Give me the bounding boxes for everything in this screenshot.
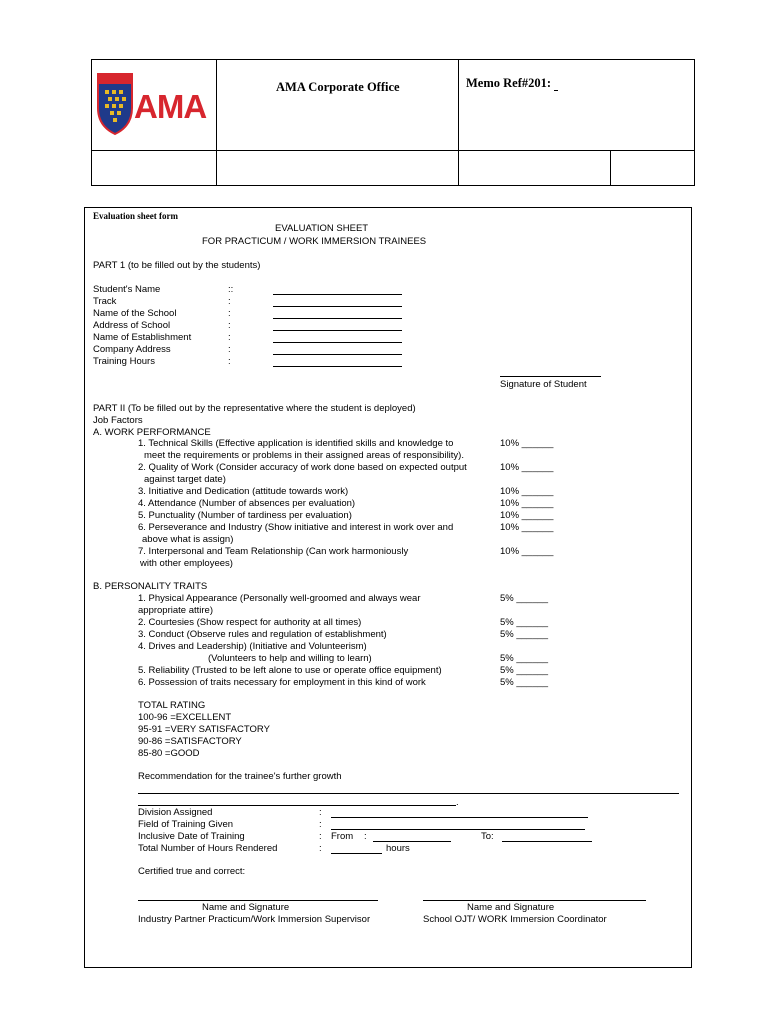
rating-scale-item: 90-86 =SATISFACTORY	[138, 736, 242, 747]
criterion-weight[interactable]: 10% ______	[500, 522, 554, 533]
colon: :	[319, 819, 322, 830]
header-divider	[458, 60, 459, 186]
to-date-blank[interactable]	[502, 841, 592, 842]
criterion-text: 6. Perseverance and Industry (Show initiative and interest in work over and	[138, 522, 454, 533]
ama-logo	[96, 70, 212, 136]
field-blank[interactable]	[273, 354, 402, 355]
criterion-weight[interactable]: 5% ______	[500, 677, 549, 688]
field-blank[interactable]	[273, 342, 402, 343]
memo-ref: Memo Ref#201:	[466, 76, 552, 90]
criterion-weight[interactable]: 5% ______	[500, 617, 549, 628]
criterion-text: 1. Physical Appearance (Personally well-groomed and always wear	[138, 593, 421, 604]
office-title: AMA Corporate Office	[276, 80, 400, 94]
field-colon: :	[228, 344, 231, 355]
hours-blank[interactable]	[331, 853, 382, 854]
recommendation-line[interactable]	[138, 793, 679, 794]
colon: :	[364, 831, 367, 842]
criterion-text: 6. Possession of traits necessary for employment in this kind of work	[138, 677, 426, 688]
criterion-weight[interactable]: 10% ______	[500, 486, 554, 497]
criterion-text: against target date)	[144, 474, 226, 485]
criterion-text: (Volunteers to help and willing to learn)	[208, 653, 372, 664]
recommendation-line[interactable]	[138, 805, 456, 806]
total-hours-label: Total Number of Hours Rendered	[138, 843, 278, 854]
rating-scale-item: 95-91 =VERY SATISFACTORY	[138, 724, 270, 735]
hours-label: hours	[386, 843, 410, 854]
criterion-weight[interactable]: 5% ______	[500, 665, 549, 676]
field-blank[interactable]	[273, 294, 402, 295]
coordinator-name-signature: Name and Signature	[467, 902, 555, 913]
header-table	[91, 59, 695, 186]
field-label: Name of Establishment	[93, 332, 192, 343]
field-blank[interactable]	[273, 366, 402, 367]
criterion-weight[interactable]: 10% ______	[500, 546, 554, 557]
criterion-text: 7. Interpersonal and Team Relationship (Can work harmoniously	[138, 546, 409, 557]
field-blank[interactable]	[273, 318, 402, 319]
field-label: Address of School	[93, 320, 171, 331]
criterion-text: with other employees)	[140, 558, 233, 569]
supervisor-signature-line[interactable]	[138, 900, 378, 901]
field-colon: :	[228, 356, 231, 367]
recommendation-end: .	[456, 797, 459, 808]
header-divider	[610, 150, 611, 186]
field-colon: :	[228, 332, 231, 343]
sheet-title: EVALUATION SHEET	[275, 223, 369, 234]
part1-heading: PART 1 (to be filled out by the students)	[93, 260, 261, 271]
field-label: Name of the School	[93, 308, 177, 319]
criterion-text: 5. Punctuality (Number of tardiness per evaluation)	[138, 510, 352, 521]
field-label: Track	[93, 296, 117, 307]
criterion-text: 3. Initiative and Dedication (attitude towards work)	[138, 486, 349, 497]
field-colon: :	[228, 320, 231, 331]
field-colon: ::	[228, 284, 234, 295]
criterion-weight[interactable]: 10% ______	[500, 438, 554, 449]
criterion-text: 4. Drives and Leadership) (Initiative and Volunteerism)	[138, 641, 367, 652]
rating-scale-item: 100-96 =EXCELLENT	[138, 712, 232, 723]
field-colon: :	[228, 308, 231, 319]
division-assigned-blank[interactable]	[331, 817, 588, 818]
coordinator-role: School OJT/ WORK Immersion Coordinator	[423, 914, 607, 925]
criterion-text: 1. Technical Skills (Effective application is identified skills and knowledge to	[138, 438, 454, 449]
coordinator-signature-line[interactable]	[423, 900, 646, 901]
colon: :	[319, 807, 322, 818]
criterion-weight[interactable]: 5% ______	[500, 629, 549, 640]
sheet-subtitle: FOR PRACTICUM / WORK IMMERSION TRAINEES	[202, 236, 427, 247]
field-label: Student's Name	[93, 284, 161, 295]
part2-heading: PART II (To be filled out by the representative where the student is deployed)	[93, 403, 416, 414]
criterion-weight[interactable]: 10% ______	[500, 498, 554, 509]
memo-ref-blank	[554, 90, 558, 91]
inclusive-date-label: Inclusive Date of Training	[138, 831, 245, 842]
supervisor-name-signature: Name and Signature	[202, 902, 290, 913]
criterion-text: 3. Conduct (Observe rules and regulation of establishment)	[138, 629, 387, 640]
criterion-weight[interactable]: 5% ______	[500, 593, 549, 604]
signature-student-label: Signature of Student	[500, 379, 587, 390]
total-rating-heading: TOTAL RATING	[138, 700, 206, 711]
field-blank[interactable]	[273, 306, 402, 307]
recommendation-label: Recommendation for the trainee's further growth	[138, 771, 342, 782]
field-blank[interactable]	[273, 330, 402, 331]
colon: :	[319, 843, 322, 854]
criterion-text: 5. Reliability (Trusted to be left alone to use or operate office equipment)	[138, 665, 442, 676]
criterion-text: above what is assign)	[142, 534, 234, 545]
supervisor-role: Industry Partner Practicum/Work Immersion Supervisor	[138, 914, 371, 925]
header-divider	[92, 150, 694, 151]
criterion-text: 2. Courtesies (Show respect for authority at all times)	[138, 617, 362, 628]
logo-wordmark: AMA	[134, 88, 207, 125]
field-colon: :	[228, 296, 231, 307]
student-signature-line[interactable]	[500, 376, 601, 377]
section-a-heading: A. WORK PERFORMANCE	[93, 427, 211, 438]
certified-label: Certified true and correct:	[138, 866, 246, 877]
form-label: Evaluation sheet form	[93, 211, 178, 221]
field-of-training-label: Field of Training Given	[138, 819, 234, 830]
criterion-text: meet the requirements or problems in their assigned areas of responsibility).	[144, 450, 464, 461]
criterion-text: appropriate attire)	[138, 605, 213, 616]
rating-scale-item: 85-80 =GOOD	[138, 748, 200, 759]
job-factors-label: Job Factors	[93, 415, 143, 426]
from-date-blank[interactable]	[373, 841, 451, 842]
colon: :	[319, 831, 322, 842]
criterion-weight[interactable]: 10% ______	[500, 510, 554, 521]
criterion-text: 2. Quality of Work (Consider accuracy of work done based on expected output	[138, 462, 467, 473]
section-b-heading: B. PERSONALITY TRAITS	[93, 581, 208, 592]
field-label: Company Address	[93, 344, 171, 355]
division-assigned-label: Division Assigned	[138, 807, 213, 818]
field-label: Training Hours	[93, 356, 155, 367]
to-label: To:	[481, 831, 494, 842]
criterion-weight[interactable]: 5% ______	[500, 653, 549, 664]
criterion-text: 4. Attendance (Number of absences per evaluation)	[138, 498, 356, 509]
criterion-weight[interactable]: 10% ______	[500, 462, 554, 473]
field-of-training-blank[interactable]	[331, 829, 585, 830]
header-divider	[216, 60, 217, 186]
from-label: From	[331, 831, 354, 842]
